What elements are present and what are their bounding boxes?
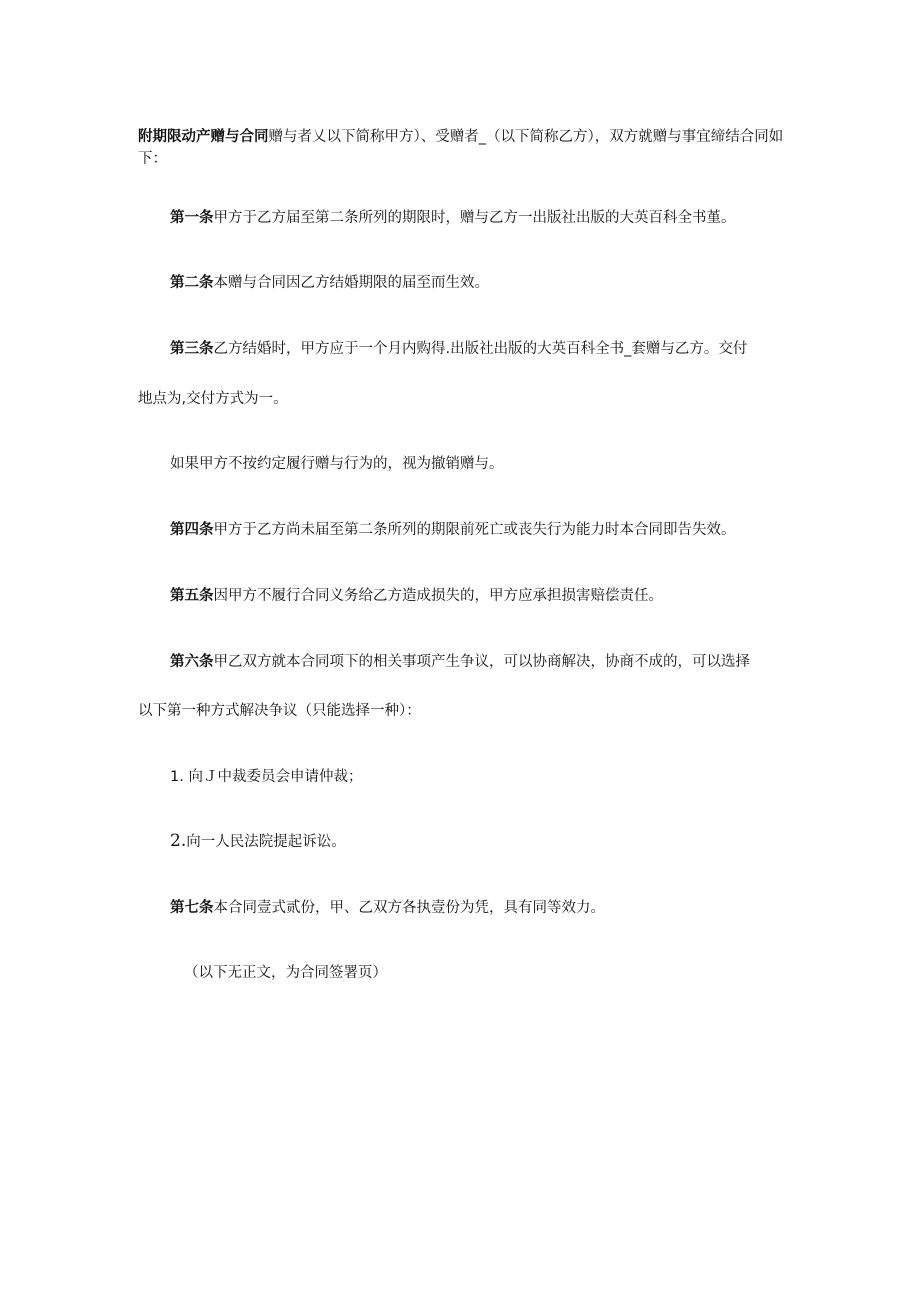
article-2-heading: 第二条 bbox=[170, 275, 214, 291]
article-1 bbox=[170, 207, 820, 229]
intro-paragraph bbox=[138, 126, 788, 170]
option-1: 1. 向Ｊ中裁委员会申请仲裁； bbox=[170, 769, 363, 785]
article-2 bbox=[170, 272, 820, 294]
article-3-heading: 第三条 bbox=[170, 341, 214, 357]
article-7-heading: 第七条 bbox=[170, 900, 214, 916]
article-4-text: 甲方于乙方尚未届至第二条所列的期限前死亡或丧失行为能力时本合同即告失效。 bbox=[213, 522, 736, 538]
article-3-text: 乙方结婚时，甲方应于一个月内购得.出版社出版的大英百科全书_套赠与乙方。交付 bbox=[213, 341, 748, 357]
article-7 bbox=[170, 897, 820, 919]
article-5-heading: 第五条 bbox=[170, 588, 214, 604]
article-5-text: 因甲方不履行合同义务给乙方造成损失的，甲方应承担损害赔偿责任。 bbox=[213, 588, 663, 604]
article-3-clause: 如果甲方不按约定履行赠与行为的，视为撤销赠与。 bbox=[170, 456, 504, 472]
article-4 bbox=[170, 519, 820, 541]
article-3 bbox=[170, 338, 820, 360]
article-3-continuation: 地点为,交付方式为一。 bbox=[138, 391, 288, 407]
article-6-heading: 第六条 bbox=[170, 654, 214, 670]
option-2-number: 2. bbox=[170, 831, 187, 851]
option-2 bbox=[170, 830, 820, 853]
article-5 bbox=[170, 585, 820, 607]
closing-note: （以下无正文，为合同签署页） bbox=[184, 965, 387, 981]
article-1-text: 甲方于乙方届至第二条所列的期限时，赠与乙方一出版社出版的大英百科全书堇。 bbox=[213, 210, 736, 226]
article-2-text: 本赠与合同因乙方结婚期限的届至而生效。 bbox=[213, 275, 489, 291]
article-6-continuation: 以下第一种方式解决争议（只能选择一种）： bbox=[138, 703, 421, 719]
intro-text: 赠与者乂以下简称甲方）、受赠者_（以下简称乙方），双方就赠与事宜缔结合同如下： bbox=[138, 129, 784, 167]
article-7-text: 本合同壹式贰份，甲、乙双方各执壹份为凭，具有同等效力。 bbox=[213, 900, 605, 916]
option-2-text: 向一人民法院提起诉讼。 bbox=[186, 834, 346, 850]
article-1-heading: 第一条 bbox=[170, 210, 214, 226]
article-6 bbox=[170, 651, 820, 673]
document-title: 附期限动产赠与合同 bbox=[138, 129, 269, 145]
article-6-text: 甲乙双方就本合同项下的相关事项产生争议，可以协商解决，协商不成的，可以选择 bbox=[213, 654, 750, 670]
article-4-heading: 第四条 bbox=[170, 522, 214, 538]
